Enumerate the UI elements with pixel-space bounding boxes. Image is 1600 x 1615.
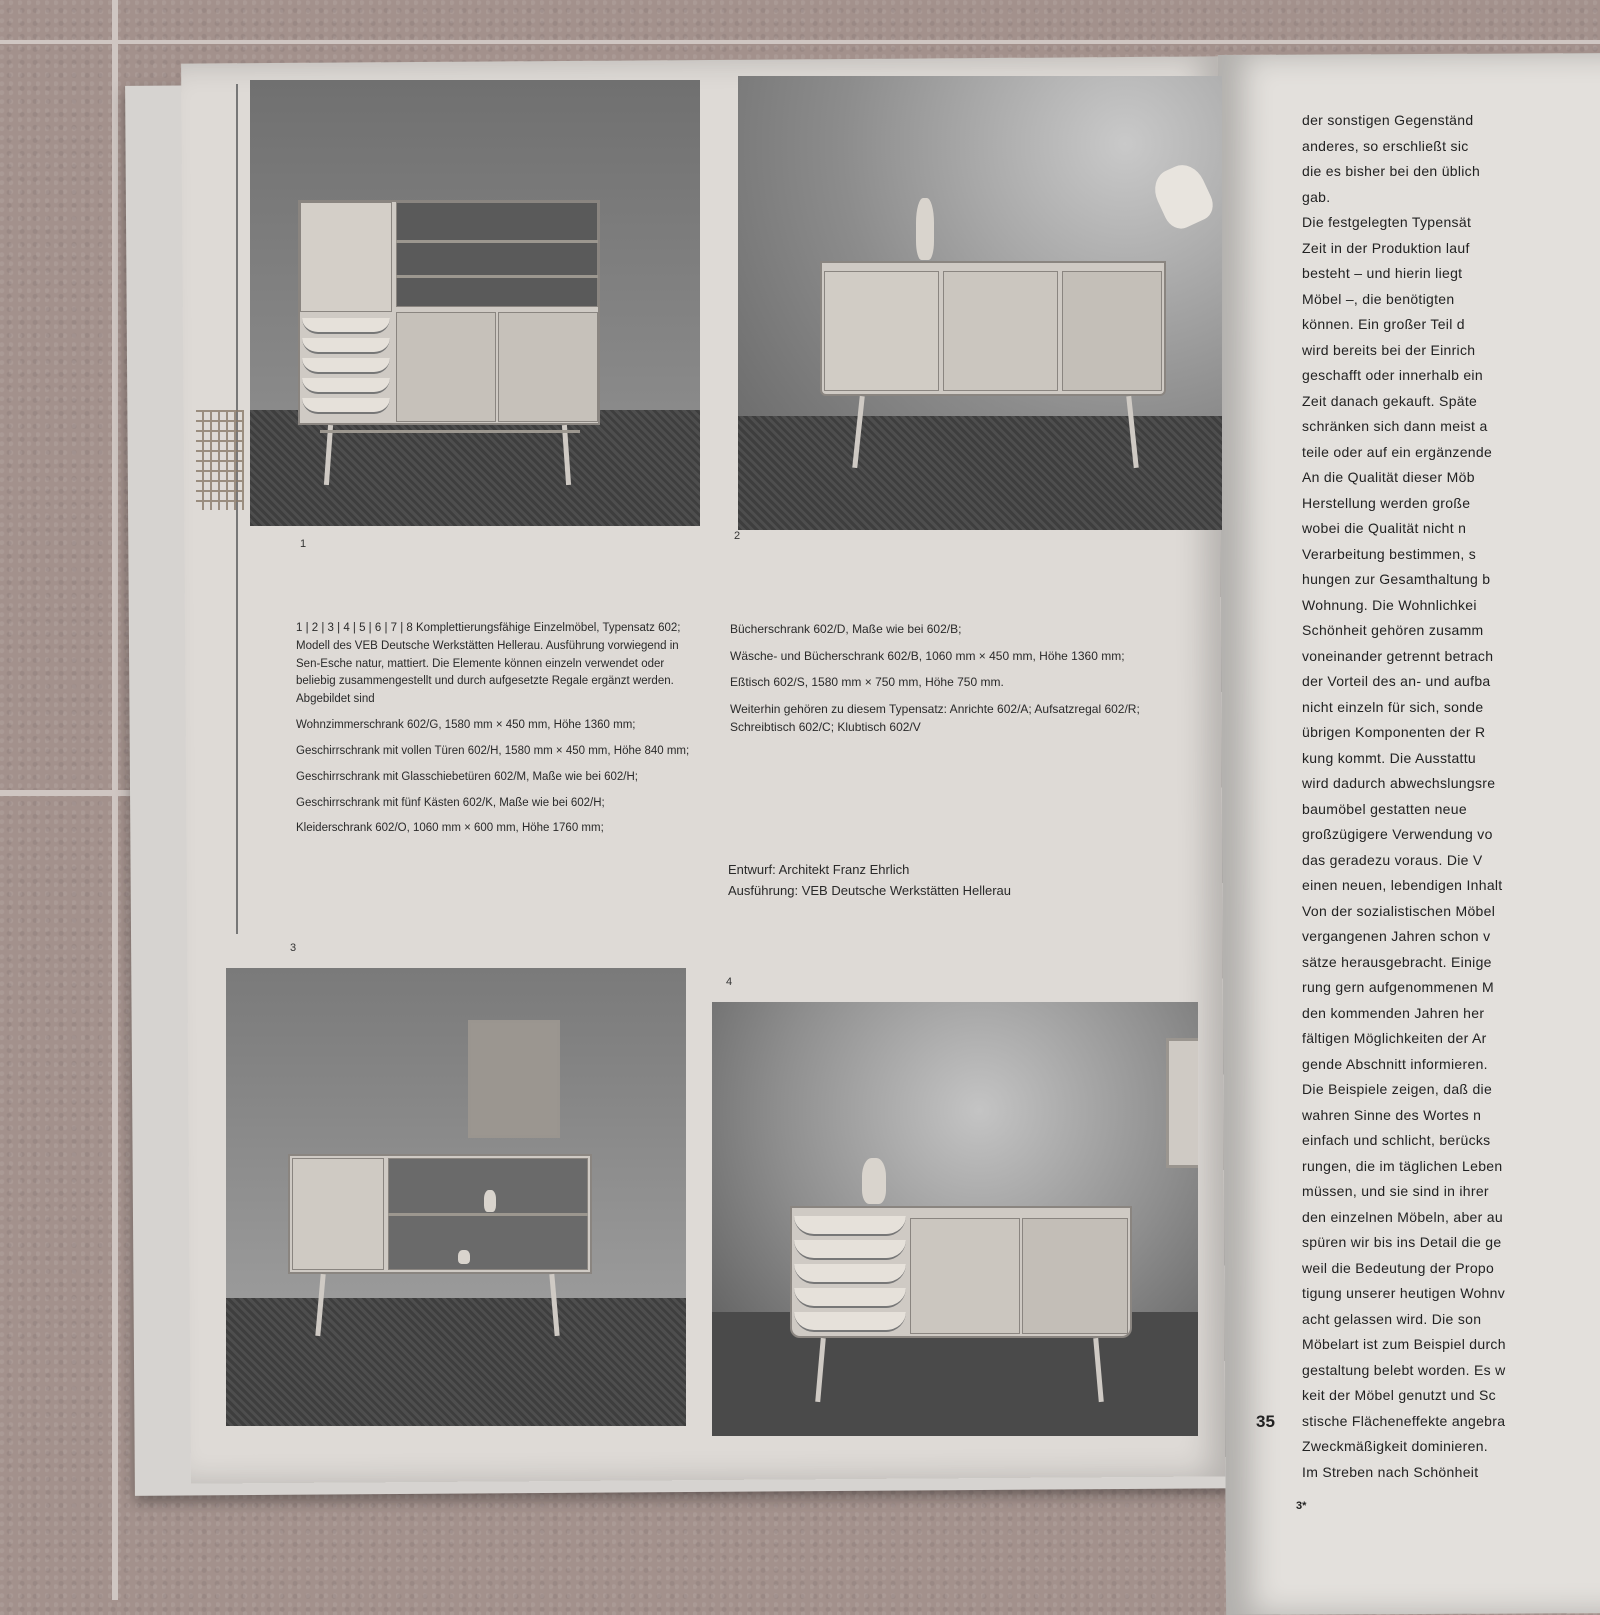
text-line: Im Streben nach Schönheit — [1302, 1463, 1479, 1480]
text-line: gab. — [1302, 188, 1331, 205]
text-line: Zeit danach gekauft. Späte — [1302, 392, 1478, 409]
photo-1-wall-unit — [250, 80, 700, 526]
text-line: sätze herausgebracht. Einige — [1302, 953, 1492, 970]
figure-label-1: 1 — [300, 538, 307, 550]
text-line: wahren Sinne des Wortes n — [1302, 1106, 1482, 1123]
text-line: der sonstigen Gegenständ — [1302, 112, 1474, 128]
credits — [728, 860, 1168, 902]
text-line: wobei die Qualität nicht n — [1302, 520, 1467, 536]
caption-item: Geschirrschrank mit Glasschiebetüren 602/M, Maße wie bei 602/H; — [296, 770, 638, 783]
text-line: einen neuen, lebendigen Inhalt — [1302, 877, 1503, 893]
design-credit: Entwurf: Architekt Franz Ehrlich — [728, 862, 910, 877]
text-line: rungen, die im täglichen Leben — [1302, 1157, 1503, 1174]
text-line: schränken sich dann meist a — [1302, 418, 1488, 434]
text-line: anderes, so erschließt sic — [1302, 137, 1469, 154]
text-line: können. Ein großer Teil d — [1302, 316, 1465, 332]
text-line: Zweckmäßigkeit dominieren. — [1302, 1438, 1488, 1454]
text-line: der Vorteil des an- und aufba — [1302, 673, 1491, 689]
text-line: den kommenden Jahren her — [1302, 1004, 1485, 1021]
text-line: besteht – und hierin liegt — [1302, 265, 1463, 281]
text-line: den einzelnen Möbeln, aber au — [1302, 1208, 1503, 1225]
text-line: weil die Bedeutung der Propo — [1302, 1259, 1495, 1276]
caption-right-column — [730, 620, 1170, 745]
execution-credit: Ausführung: VEB Deutsche Werkstätten Hellerau — [728, 882, 1012, 898]
caption-item: Weiterhin gehören zu diesem Typensatz: Anrichte 602/A; Aufsatzregal 602/R; Schreibtisch 602/C; Klubtisch 602/V — [730, 701, 1140, 735]
text-line: Zeit in der Produktion lauf — [1302, 239, 1470, 256]
caption-item: Eßtisch 602/S, 1580 mm × 750 mm, Höhe 750 mm. — [730, 675, 1004, 690]
caption-item: Bücherschrank 602/D, Maße wie bei 602/B; — [730, 622, 962, 636]
text-line: rung gern aufgenommenen M — [1302, 979, 1494, 995]
text-line: Verarbeitung bestimmen, s — [1302, 545, 1477, 562]
text-line: Schönheit gehören zusamm — [1302, 622, 1484, 638]
text-line: die es bisher bei den üblich — [1302, 163, 1481, 179]
text-line: das geradezu voraus. Die V — [1302, 851, 1483, 868]
text-line: fältigen Möglichkeiten der Ar — [1302, 1030, 1487, 1046]
tile-grout — [0, 40, 1600, 44]
text-line: spüren wir bis ins Detail die ge — [1302, 1234, 1502, 1250]
caption-item: Geschirrschrank mit vollen Türen 602/H, 1580 mm × 450 mm, Höhe 840 mm; — [296, 744, 690, 757]
caption-intro: 1 | 2 | 3 | 4 | 5 | 6 | 7 | 8 Komplettierungsfähige Einzelmöbel, Typensatz 602; Modell des VEB Deutsche Werkstätten Hellerau. Ausführung vorwiegend in Sen-Esche natur, mattiert. Die Elemente können einzeln verwendet oder beliebig zusammengestellt und durch aufgesetzte Regale ergänzt werden. Abgebildet sind — [296, 622, 681, 706]
text-line: Die Beispiele zeigen, daß die — [1302, 1081, 1493, 1097]
text-line: müssen, und sie sind in ihrer — [1302, 1183, 1489, 1199]
right-page-body-text — [1302, 108, 1592, 1485]
text-line: übrigen Komponenten der R — [1302, 724, 1486, 740]
text-line: hungen zur Gesamthaltung b — [1302, 571, 1491, 587]
figure-label-2: 2 — [734, 530, 741, 542]
text-line: geschafft oder innerhalb ein — [1302, 367, 1483, 383]
caption-item: Wäsche- und Bücherschrank 602/B, 1060 mm × 450 mm, Höhe 1360 mm; — [730, 648, 1125, 663]
signature-mark: 3* — [1296, 1500, 1307, 1512]
text-line: acht gelassen wird. Die son — [1302, 1310, 1482, 1327]
photo-4-drawer-sideboard — [712, 1002, 1198, 1436]
text-line: Die festgelegten Typensät — [1302, 214, 1472, 230]
figure-label-4: 4 — [726, 976, 733, 988]
text-line: Möbelart ist zum Beispiel durch — [1302, 1336, 1506, 1352]
caption-item: Geschirrschrank mit fünf Kästen 602/K, Maße wie bei 602/H; — [296, 796, 605, 809]
text-line: großzügigere Verwendung vo — [1302, 826, 1493, 842]
text-line: vergangenen Jahren schon v — [1302, 928, 1491, 944]
text-line: teile oder auf ein ergänzende — [1302, 443, 1493, 460]
caption-left-column — [296, 620, 692, 846]
text-line: voneinander getrennt betrach — [1302, 647, 1494, 664]
caption-item: Kleiderschrank 602/O, 1060 mm × 600 mm, Höhe 1760 mm; — [296, 822, 604, 835]
photo-2-sideboard — [738, 76, 1222, 530]
text-line: Wohnung. Die Wohnlichkei — [1302, 596, 1477, 613]
text-line: Herstellung werden große — [1302, 494, 1471, 511]
text-line: keit der Möbel genutzt und Sc — [1302, 1387, 1496, 1403]
text-line: wird bereits bei der Einrich — [1302, 341, 1476, 358]
page-number: 35 — [1256, 1412, 1275, 1431]
text-line: stische Flächeneffekte angebra — [1302, 1412, 1506, 1429]
text-line: An die Qualität dieser Möb — [1302, 469, 1475, 485]
text-line: einfach und schlicht, berücks — [1302, 1132, 1491, 1148]
caption-item: Wohnzimmerschrank 602/G, 1580 mm × 450 mm, Höhe 1360 mm; — [296, 719, 636, 732]
text-line: nicht einzeln für sich, sonde — [1302, 698, 1484, 715]
text-line: gestaltung belebt worden. Es w — [1302, 1361, 1506, 1378]
figure-label-3: 3 — [290, 942, 297, 954]
photo-3-glass-cabinet — [226, 968, 686, 1426]
text-line: kung kommt. Die Ausstattu — [1302, 749, 1477, 766]
tile-grout — [112, 0, 118, 1600]
text-line: baumöbel gestatten neue — [1302, 800, 1467, 817]
text-line: tigung unserer heutigen Wohnv — [1302, 1285, 1506, 1301]
text-line: wird dadurch abwechslungsre — [1302, 775, 1496, 791]
text-line: gende Abschnitt informieren. — [1302, 1055, 1488, 1072]
text-line: Von der sozialistischen Möbel — [1302, 902, 1496, 919]
decorative-pattern — [196, 410, 244, 510]
text-line: Möbel –, die benötigten — [1302, 290, 1455, 307]
